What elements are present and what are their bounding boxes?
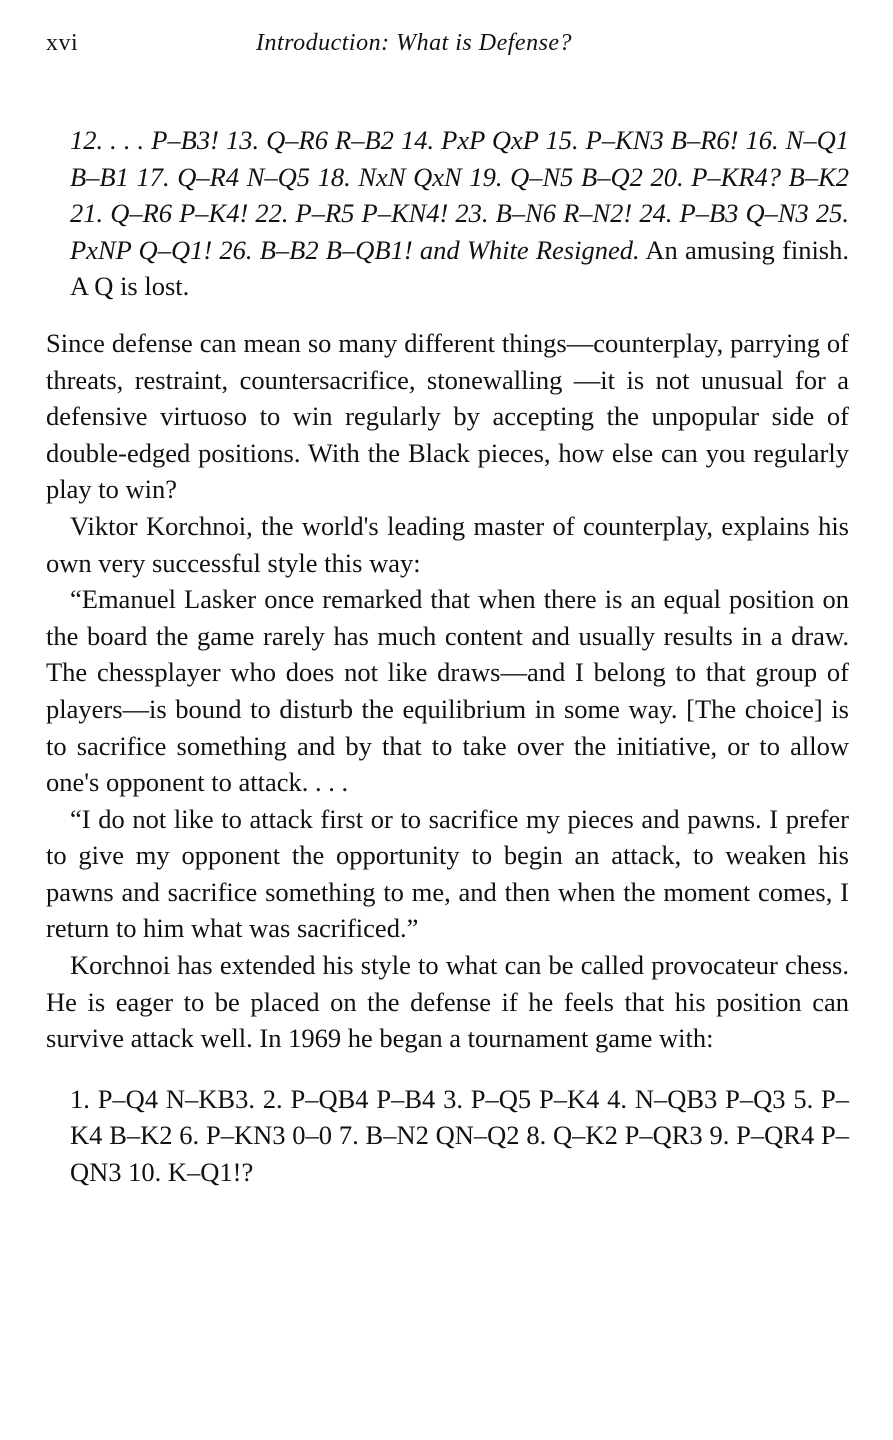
game-2-moves: 1. P–Q4 N–KB3. 2. P–QB4 P–B4 3. P–Q5 P–K4 4. N–QB3 P–Q3 5. P–K4 B–K2 6. P–KN3 0–0 7. B–N2 QN–Q2 8. Q–K2 P–QR3 9. P–QR4 P–QN3 10. K–Q1!? xyxy=(70,1083,849,1188)
game-moves-paragraph xyxy=(46,122,849,305)
paragraph-provocateur-chess: Korchnoi has extended his style to what can be called provocateur chess. He is eager to be placed on the defense if he feels that his position can survive attack well. In 1969 he began a tournament game with: xyxy=(46,950,849,1054)
paragraph-korchnoi-intro: Viktor Korchnoi, the world's leading master of counterplay, explains his own very successful style this way: xyxy=(46,510,849,578)
game-moves: 12. . . . P–B3! 13. Q–R6 R–B2 14. PxP QxP 15. P–KN3 B–R6! 16. N–Q1 B–B1 17. Q–R4 N–Q5 18. NxN QxN 19. Q–N5 B–Q2 20. P–KR4? B–K2 21. Q–R6 P–K4! 22. P–R5 P–KN4! 23. B–N6 R–N2! 24. P–B3 Q–N3 25. PxNP Q–Q1! 26. B–B2 B–QB1! and xyxy=(70,125,849,265)
game-result: White Resigned. xyxy=(466,234,640,265)
page-number: xvi xyxy=(46,30,79,56)
game-comment: An amusing finish. A Q is lost. xyxy=(70,234,849,302)
paragraph-lasker-quote: “Emanuel Lasker once remarked that when there is an equal position on the board the game rarely has much content and usually results in a draw. The chessplayer who does not like draws—and I belong to that group of players—is bound to disturb the equilibrium in some way. [The choice] is to sacrifice something and by that to take over the initiative, or to allow one's opponent to attack. . . . xyxy=(46,584,849,798)
running-head xyxy=(46,30,849,70)
book-page xyxy=(46,30,849,1211)
paragraph-korchnoi-quote: “I do not like to attack first or to sacrifice my pieces and pawns. I prefer to give my opponent the opportunity to begin an attack, to weaken his pawns and sacrifice something to me, and then when the moment comes, I return to him what was sacrificed.” xyxy=(46,803,849,944)
running-title: Introduction: What is Defense? xyxy=(256,30,573,56)
paragraph-defense-meaning: Since defense can mean so many different things—counterplay, parrying of threats, restraint, countersacrifice, stonewalling —it is not unusual for a defensive virtuoso to win regularly by accepting the unpopular side of double-edged positions. With the Black pieces, how else can you regularly play to win? xyxy=(46,327,849,505)
